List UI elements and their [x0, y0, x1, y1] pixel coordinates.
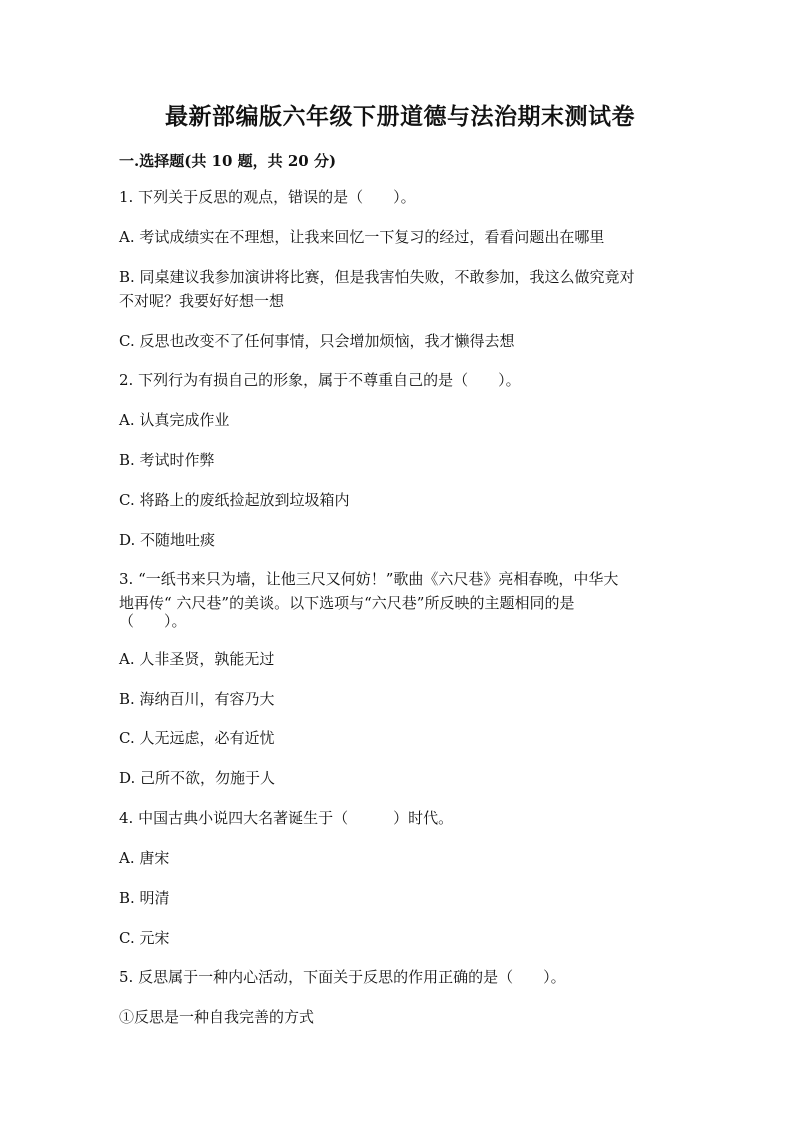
question-3-option-d: D. 己所不欲，勿施于人: [119, 769, 276, 787]
question-2-option-a: A. 认真完成作业: [119, 411, 230, 429]
question-2-option-b: B. 考试时作弊: [119, 451, 215, 469]
question-2-stem: 2. 下列行为有损自己的形象，属于不尊重自己的是（ ）。: [119, 371, 521, 389]
question-1-option-c: C. 反思也改变不了任何事情，只会增加烦恼，我才懒得去想: [119, 332, 515, 350]
question-3-option-c: C. 人无远虑，必有近忧: [119, 729, 275, 747]
question-4-stem: 4. 中国古典小说四大名著诞生于（ ）时代。: [119, 809, 454, 827]
question-1-option-b-line-2: 不对呢？我要好好想一想: [119, 292, 285, 310]
question-1-option-a: A. 考试成绩实在不理想，让我来回忆一下复习的经过，看看问题出在哪里: [119, 228, 605, 246]
question-5-item-1: ①反思是一种自我完善的方式: [119, 1008, 315, 1026]
question-3-stem-line-3: （ ）。: [119, 612, 187, 630]
question-4-option-a: A. 唐宋: [119, 849, 170, 867]
question-3-option-b: B. 海纳百川，有容乃大: [119, 690, 275, 708]
question-4-option-b: B. 明清: [119, 889, 170, 907]
question-3-option-a: A. 人非圣贤，孰能无过: [119, 650, 275, 668]
question-3-stem-line-1: 3. “一纸书来只为墙，让他三尺又何妨！”歌曲《六尺巷》亮相春晚，中华大: [119, 570, 619, 588]
question-3-stem-line-2: 地再传“ 六尺巷”的美谈。以下选项与“六尺巷”所反映的主题相同的是: [119, 594, 575, 612]
question-5-stem: 5. 反思属于一种内心活动，下面关于反思的作用正确的是（ ）。: [119, 968, 566, 986]
question-2-option-d: D. 不随地吐痰: [119, 531, 216, 549]
section-heading: 一.选择题(共 10 题，共 20 分): [119, 152, 337, 170]
question-2-option-c: C. 将路上的废纸捡起放到垃圾箱内: [119, 491, 350, 509]
page-title: 最新部编版六年级下册道德与法治期末测试卷: [165, 103, 635, 130]
question-1-stem: 1. 下列关于反思的观点，错误的是（ ）。: [119, 188, 416, 206]
question-1-option-b-line-1: B. 同桌建议我参加演讲将比赛，但是我害怕失败，不敢参加，我这么做究竟对: [119, 268, 635, 286]
question-4-option-c: C. 元宋: [119, 929, 170, 947]
